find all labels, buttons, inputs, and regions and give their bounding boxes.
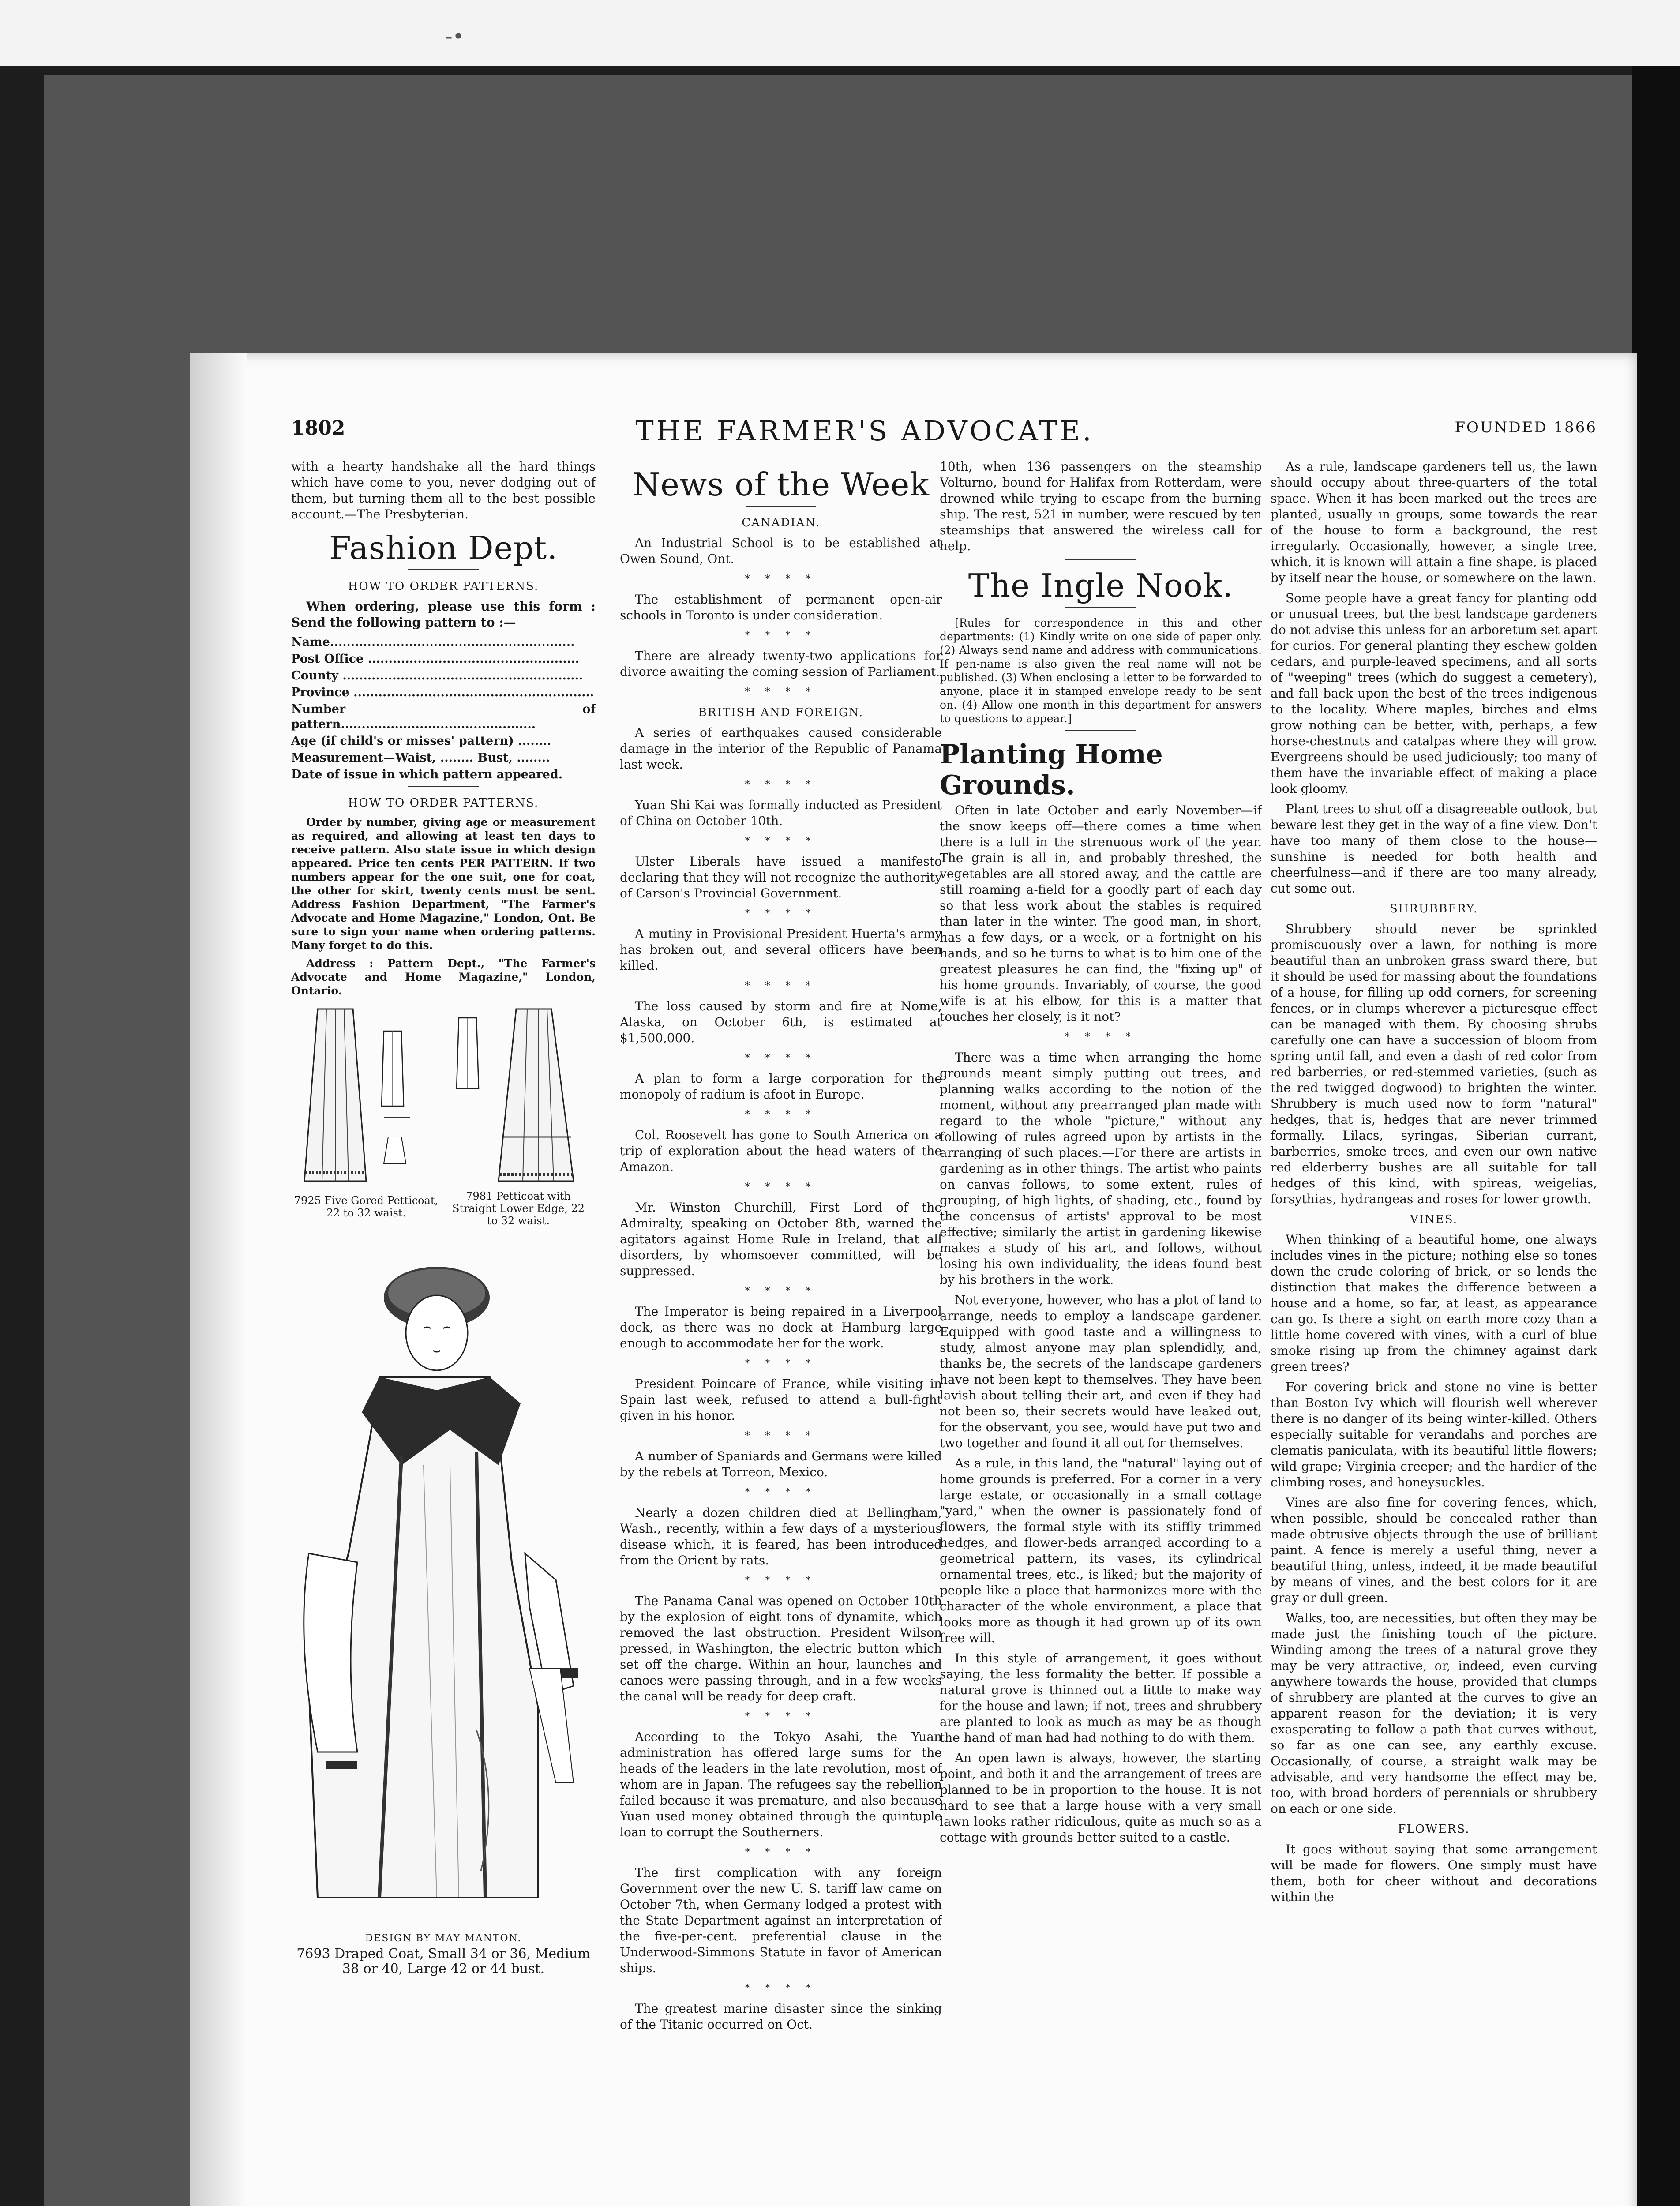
petticoat-illustration-right bbox=[450, 1005, 591, 1190]
separator-stars: * * * * bbox=[745, 574, 817, 585]
form-field: Province .......................................................... bbox=[291, 686, 594, 699]
article-paragraph: Shrubbery should never be sprinkled promiscuously over a lawn, for nothing is more beautiful than an unbroken grass sward there, but it should be used for massing about the foundations of a house, for filling up odd corners, for screening fences, or in clumps wherever a picturesque effect can be managed with them. By choosing shrubs carefully one can have a succession of bloom from spring until fall, and even a dash of red color from red barberries, or red-stemmed varieties, (such as the red twigged dogwood) to brighten the winter. Shrubbery is much used now to form "natural" hedges, that is, hedges that are never trimmed formally. Lilacs, syringas, Siberian currant, barberries, smoke trees, and even our own native red elderberry bushes are all suitable for tall hedges of this kind, with spireas, weigelias, forsythias, hydrangeas and roses for lower growth. bbox=[1271, 922, 1597, 1206]
separator-stars: * * * * bbox=[745, 1711, 817, 1722]
separator-stars: * * * * bbox=[745, 1109, 817, 1120]
news-item: A mutiny in Provisional President Huerta's army has broken out, and several officers have been killed. bbox=[620, 927, 942, 973]
draped-coat-illustration bbox=[291, 1245, 596, 1924]
continued-paragraph: 10th, when 136 passengers on the steamship Volturno, bound for Halifax from Rotterdam, were drowned while trying to escape from the burning ship. The rest, 521 in number, were rescued by ten steamships that answered the wireless call for help. bbox=[940, 459, 1262, 553]
planting-title: Planting Home Grounds. bbox=[940, 739, 1163, 801]
order-form bbox=[291, 635, 596, 782]
caption-petticoat-right: 7981 Petticoat with Straight Lower Edge, 22 to 32 waist. bbox=[452, 1190, 585, 1227]
divider bbox=[408, 569, 479, 570]
ingle-nook-title: The Ingle Nook. bbox=[968, 567, 1234, 604]
founded-line: FOUNDED 1866 bbox=[1455, 419, 1597, 436]
foreign-heading: BRITISH AND FOREIGN. bbox=[698, 706, 864, 719]
page-number: 1802 bbox=[291, 417, 345, 439]
caption-draped-coat: 7693 Draped Coat, Small 34 or 36, Medium 38 or 40, Large 42 or 44 bust. bbox=[296, 1946, 590, 1977]
correspondence-rules: [Rules for correspondence in this and other departments: (1) Kindly write on one side of paper only. (2) Always send name and address with communications. If pen-name is also given the real name will not be published. (3) When enclosing a letter to be forwarded to anyone, place it in stamped envelope ready to be sent on. (4) Allow one month in this department for answers to questions to appear.] bbox=[940, 616, 1262, 725]
news-item: There are already twenty-two applications for divorce awaiting the coming session of Parliament. bbox=[620, 649, 942, 679]
separator-stars: * * * * bbox=[745, 1487, 817, 1498]
separator-stars: * * * * bbox=[745, 630, 817, 641]
divider bbox=[1065, 730, 1136, 731]
intro-paragraph: with a hearty handshake all the hard things which have come to you, never dodging out of them, but turning them all to the best possible account.—The Presbyterian. bbox=[291, 459, 596, 521]
form-field: Name........................................................... bbox=[291, 635, 575, 649]
article-paragraph: In this style of arrangement, it goes without saying, the less formality the better. If possible a natural grove is thinned out a little to make way for the house and lawn; if not, trees and shrubbery are planted to look as much as may be as though the hand of man had had nothing to do with them. bbox=[940, 1651, 1262, 1745]
page-header bbox=[291, 415, 1597, 447]
news-item: Mr. Winston Churchill, First Lord of the Admiralty, speaking on October 8th, warned the agitators against Home Rule in Ireland, that all disorders, by whomsoever committed, will be suppressed. bbox=[620, 1200, 942, 1278]
flowers-heading: FLOWERS. bbox=[1398, 1823, 1470, 1836]
separator-stars: * * * * bbox=[745, 1358, 817, 1369]
column-news bbox=[620, 459, 942, 2206]
separator-stars: * * * * bbox=[745, 687, 817, 698]
news-item: Col. Roosevelt has gone to South America on a trip of exploration about the head waters of the Amazon. bbox=[620, 1128, 942, 1174]
howto-address: Address : Pattern Dept., "The Farmer's Advocate and Home Magazine," London, Ontario. bbox=[291, 957, 596, 997]
petticoat-figures bbox=[291, 1005, 596, 1234]
news-item: President Poincare of France, while visiting in Spain last week, refused to attend a bull-fight given in his honor. bbox=[620, 1377, 942, 1423]
news-item: A plan to form a large corporation for the monopoly of radium is afoot in Europe. bbox=[620, 1071, 942, 1102]
separator-stars: * * * * bbox=[745, 836, 817, 847]
article-paragraph: As a rule, landscape gardeners tell us, the lawn should occupy about three-quarters of the total space. When it has been marked out the trees are planted, usually in groups, some towards the rear of the house to form a background, the rest irregularly. Occasionally, however, a single tree, which, it is known will attain a fine shape, is placed by itself near the house, or somewhere on the lawn. bbox=[1271, 459, 1597, 585]
howto-body: Order by number, giving age or measurement as required, and allowing at least ten days to receive pattern. Also state issue in which design appeared. Price ten cents PER PATTERN. If two numbers appear for the one suit, one for coat, the other for skirt, twenty cents must be sent. Address Fashion Department, "The Farmer's Advocate and Home Magazine," London, Ont. Be sure to sign your name when ordering patterns. Many forget to do this. bbox=[291, 816, 596, 952]
news-item: According to the Tokyo Asahi, the Yuan administration has offered large sums for the heads of the leaders in the late revolution, most of whom are in Japan. The refugees say the rebellion failed because it was premature, and also because Yuan used money obtained through the quintuple loan to corrupt the Southerners. bbox=[620, 1730, 942, 1839]
separator-stars: * * * * bbox=[745, 1983, 817, 1994]
article-paragraph: Vines are also fine for covering fences, which, when possible, should be concealed rather than made obtrusive objects through the use of brilliant paint. A fence is merely a useful thing, never a beautiful thing, unless, indeed, it be made beautiful by means of vines, and the best colors for it are gray or dull green. bbox=[1271, 1495, 1597, 1605]
form-field: Number of pattern............................................... bbox=[291, 702, 596, 731]
separator-stars: * * * * bbox=[745, 1053, 817, 1064]
film-top-margin bbox=[0, 0, 1680, 66]
news-item: Nearly a dozen children died at Bellingham, Wash., recently, within a few days of a mysterious disease which, it is feared, has been introduced from the Orient by rats. bbox=[620, 1505, 942, 1568]
separator-stars: * * * * bbox=[745, 1430, 817, 1441]
news-item: Yuan Shi Kai was formally inducted as President of China on October 10th. bbox=[620, 798, 942, 828]
news-item: The loss caused by storm and fire at Nome, Alaska, on October 6th, is estimated at $1,500,000. bbox=[620, 999, 942, 1045]
news-item: The establishment of permanent open-air schools in Toronto is under consideration. bbox=[620, 592, 942, 623]
article-paragraph: Often in late October and early November—if the snow keeps off—there comes a time when there is a lull in the strenuous work of the year. The grain is all in, and probably threshed, the vegetables are all stored away, and the cattle are still roaming a-field for a goodly part of each day so that less work about the stables is required than later in the winter. The good man, in short, has a few days, or a week, or a fortnight on his hands, and so he turns to what is to him one of the greatest pleasures he can find, the "fixing up" of his home grounds. Invariably, of course, the good wife is at his elbow, for this is a matter that touches her closely, is it not? bbox=[940, 803, 1262, 1024]
form-field: Post Office ................................................... bbox=[291, 652, 580, 666]
separator-stars: * * * * bbox=[745, 1182, 817, 1193]
column-fashion bbox=[291, 459, 596, 2206]
separator-stars: * * * * bbox=[745, 779, 817, 790]
petticoat-illustration-left bbox=[300, 1005, 446, 1190]
divider bbox=[1065, 607, 1136, 608]
article-paragraph: An open lawn is always, however, the starting point, and both it and the arrangement of trees are planned to be in proportion to the house. It is not hard to see that a large house with a very small lawn looks rather ridiculous, quite as much so as a cottage with grounds better suited to a castle. bbox=[940, 1751, 1262, 1845]
article-paragraph: Some people have a great fancy for planting odd or unusual trees, but the best landscape gardeners do not advise this unless for an arboretum set apart for curios. For general planting they eschew golden cedars, and purple-leaved specimens, and all sorts of "weeping" trees (which do suggest a cemetery), and fall back upon the best of the trees indigenous to the locality. Where maples, birches and elms grow nothing can be better, with, perhaps, a few horse-chestnuts and catalpas where they will grow. Evergreens should be used judiciously; too many of them have the invariable effect of making a place look gloomy. bbox=[1271, 591, 1597, 796]
article-paragraph: It goes without saying that some arrangement will be made for flowers. One simply must have them, both for cheer without and decorations within the bbox=[1271, 1842, 1597, 1904]
separator-stars: * * * * bbox=[745, 1286, 817, 1297]
howto-lead: When ordering, please use this form : Send the following pattern to :— bbox=[291, 599, 596, 630]
separator-stars: * * * * bbox=[745, 908, 817, 919]
column-gardening bbox=[1271, 459, 1597, 2206]
news-item: The Panama Canal was opened on October 10th by the explosion of eight tons of dynamite, which removed the last obstruction. President Wilson pressed, in Washington, the electric button which set off the charge. Within an hour, launches and canoes were passing through, and in a few weeks the canal will be ready for deep craft. bbox=[620, 1594, 942, 1703]
fashion-title: Fashion Dept. bbox=[329, 529, 558, 567]
article-paragraph: Plant trees to shut off a disagreeable outlook, but beware lest they get in the way of a fine view. Don't have too many of them close to the house—sunshine is needed for both health and cheerfulness—and if there are too many already, cut some out. bbox=[1271, 802, 1597, 896]
article-paragraph: Not everyone, however, who has a plot of land to arrange, needs to employ a landscape gardener. Equipped with good taste and a willingness to study, almost anyone may plan splendidly, and, thanks be, the secrets of the landscape gardeners have not been kept to themselves. They have been lavish about telling their art, and even if they had not been so, their secrets would have leaked out, for the observant, you see, would have put two and two together and found it all out for themselves. bbox=[940, 1293, 1262, 1450]
separator-stars: * * * * bbox=[745, 980, 817, 991]
howto-heading-2: HOW TO ORDER PATTERNS. bbox=[348, 796, 539, 810]
separator-stars: * * * * bbox=[745, 1847, 817, 1858]
form-field: Age (if child's or misses' pattern) ........ bbox=[291, 734, 551, 748]
news-title: News of the Week bbox=[632, 466, 930, 503]
caption-petticoat-left: 7925 Five Gored Petticoat, 22 to 32 waist. bbox=[294, 1194, 439, 1219]
form-field: Measurement—Waist, ........ Bust, ........ bbox=[291, 751, 550, 765]
designer-credit: DESIGN BY MAY MANTON. bbox=[365, 1933, 522, 1944]
form-field: County .......................................................... bbox=[291, 669, 583, 683]
form-field: Date of issue in which pattern appeared. bbox=[291, 768, 563, 781]
article-paragraph: When thinking of a beautiful home, one always includes vines in the picture; nothing else so tones down the crude coloring of brick, or so lends the distinction that makes the difference between a house and a home, so far, at least, as appearance can go. Is there a sight on earth more cozy than a little home covered with vines, with a curl of blue smoke rising up from the chimney against dark green trees? bbox=[1271, 1232, 1597, 1374]
news-item: A series of earthquakes caused considerable damage in the interior of the Republic of Panama last week. bbox=[620, 725, 942, 772]
news-item: The Imperator is being repaired in a Liverpool dock, as there was no dock at Hamburg large enough to accommodate her for the work. bbox=[620, 1304, 942, 1351]
news-item: A number of Spaniards and Germans were killed by the rebels at Torreon, Mexico. bbox=[620, 1449, 942, 1479]
article-paragraph: Walks, too, are necessities, but often they may be made just the finishing touch of the picture. Winding among the trees of a natural grove they may be very attractive, or, indeed, even curving anywhere towards the house, provided that clumps of shrubbery are planted at the curves to give an apparent reason for the deviation; it is very exasperating to follow a path that curves without, so far as one can see, any earthly excuse. Occasionally, of course, a straight walk may be advisable, and very handsome the effect may be, too, with broad borders of perennials or shrubbery on each or one side. bbox=[1271, 1611, 1597, 1816]
news-item: The greatest marine disaster since the sinking of the Titanic occurred on Oct. bbox=[620, 2001, 942, 2032]
column-ingle-nook bbox=[940, 459, 1262, 2206]
separator-stars: * * * * bbox=[1065, 1032, 1137, 1043]
shrubbery-heading: SHRUBBERY. bbox=[1389, 902, 1478, 915]
article-paragraph: There was a time when arranging the home grounds meant simply putting out trees, and planning walks according to the notion of the moment, without any prearranged plan made with regard to the whole "picture," without any following of rules agreed upon by artists in the arranging of such places.—For there are artists in gardening as in other things. The artist who paints on canvas follows, to some extent, rules of grouping, of high lights, of shading, etc., found by the concensus of artists' approval to be most effective; similarly the artist in gardening likewise makes a study of his art, and follows, without losing his own individuality, the ideas found best by his brothers in the work. bbox=[940, 1050, 1262, 1287]
divider bbox=[1065, 559, 1136, 560]
draped-coat-figure bbox=[291, 1245, 596, 1977]
separator-stars: * * * * bbox=[745, 1575, 817, 1586]
divider bbox=[408, 786, 479, 787]
article-paragraph: As a rule, in this land, the "natural" laying out of home grounds is preferred. For a corner in a very large estate, or occasionally in a small cottage "yard," when the owner is passionately fond of flowers, the formal style with its stiffly trimmed hedges, and flower-beds arranged according to a geometrical pattern, its vases, its cylindrical ornamental trees, etc., is liked; but the majority of people like a place that harmonizes more with the character of the whole environment, a place that looks more as though it had grown up of its own free will. bbox=[940, 1456, 1262, 1645]
article-paragraph: For covering brick and stone no vine is better than Boston Ivy which will flourish well wherever there is no danger of its being winter-killed. Others especially suitable for verandahs and porches are clematis paniculata, with its beautiful little flowers; wild grape; Virginia creeper; and the hardier of the climbing roses, and honeysuckles. bbox=[1271, 1380, 1597, 1489]
film-right-edge bbox=[1632, 66, 1680, 2206]
news-item: Ulster Liberals have issued a manifesto declaring that they will not recognize the authority of Carson's Provincial Government. bbox=[620, 854, 942, 900]
vines-heading: VINES. bbox=[1410, 1213, 1458, 1226]
page-gutter-shadow bbox=[190, 353, 247, 2206]
scan-mark: -• bbox=[446, 24, 465, 48]
howto-heading-1: HOW TO ORDER PATTERNS. bbox=[348, 580, 539, 593]
masthead-title: THE FARMER'S ADVOCATE. bbox=[635, 415, 1094, 447]
news-item: An Industrial School is to be established at Owen Sound, Ont. bbox=[620, 536, 942, 566]
divider bbox=[746, 506, 816, 507]
news-item: The first complication with any foreign Government over the new U. S. tariff law came on October 7th, when Germany lodged a protest with the State Department against an interpretation of the five-per-cent. preferential clause in the Underwood-Simmons Statute in favor of American ships. bbox=[620, 1865, 942, 1975]
canadian-heading: CANADIAN. bbox=[742, 516, 820, 529]
